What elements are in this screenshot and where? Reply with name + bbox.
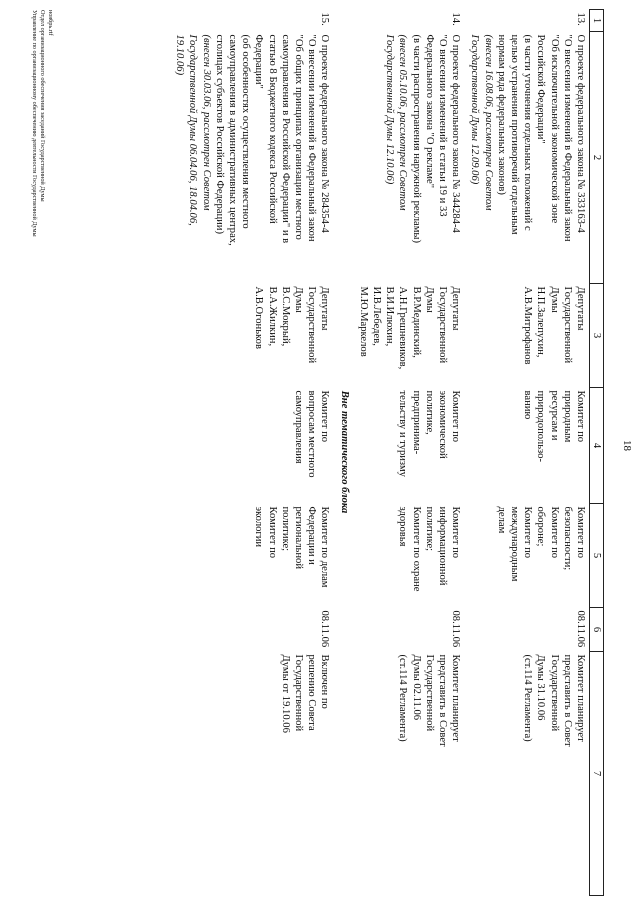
committee-cell bbox=[353, 388, 465, 504]
bill-title-line: О проекте федерального закона № 344284-4 bbox=[450, 34, 462, 233]
committee-line: самоуправления bbox=[292, 390, 304, 464]
co-committee-line: Комитет по bbox=[575, 506, 586, 559]
co-committee-line: Федерации и bbox=[306, 506, 318, 565]
bill-title-line: "О внесении изменений в Федеральный закон bbox=[306, 34, 318, 242]
note-line: Думы 31.10.06 bbox=[535, 654, 547, 721]
committee-line: тельству и туризму bbox=[397, 390, 409, 477]
authors-cell bbox=[464, 284, 589, 388]
author-line: Депутаты bbox=[450, 286, 462, 331]
co-committee-line: обороне; bbox=[535, 506, 547, 547]
note-line: Комитет планирует bbox=[450, 654, 462, 742]
footer-filename: ноябрь.rtf bbox=[47, 10, 54, 36]
co-committee-line: информационной bbox=[436, 506, 448, 586]
committee-line: Комитет по bbox=[319, 390, 331, 443]
co-committee-line: Комитет по bbox=[548, 506, 560, 559]
date-cell: 08.11.06 bbox=[575, 610, 586, 648]
committee-line: ванию bbox=[522, 390, 534, 420]
co-committee-line: Комитет по bbox=[522, 506, 534, 559]
note-line: (ст.114 Регламента) bbox=[397, 654, 409, 742]
bill-title-line: (об особенностях осуществления местного bbox=[240, 34, 252, 229]
committee-line: природным bbox=[561, 390, 573, 443]
bill-description bbox=[353, 32, 465, 284]
bill-description bbox=[464, 32, 589, 284]
date-cell: 08.11.06 bbox=[319, 610, 331, 648]
bill-title-line: (в части уточнения отдельных положений с bbox=[522, 34, 534, 231]
note-line: представить в Совет bbox=[436, 654, 448, 747]
column-header: 3 bbox=[590, 284, 604, 388]
bill-intro-line: (внесен 05.10.06, рассмотрен Советом bbox=[397, 34, 409, 211]
section-title: Вне тематического блока bbox=[338, 390, 350, 514]
note-line: Комитет планирует bbox=[575, 654, 586, 742]
author-line: В.И.Илюхин, bbox=[384, 286, 396, 347]
document-footer bbox=[30, 10, 54, 237]
column-header: 4 bbox=[590, 388, 604, 504]
committee-line: вопросам местного bbox=[306, 390, 318, 478]
bill-title-line: "О внесении изменений в Федеральный закон bbox=[561, 34, 573, 242]
committee-line: Комитет по bbox=[575, 390, 586, 443]
column-header: 7 bbox=[590, 652, 604, 896]
column-header: 1 bbox=[590, 10, 604, 32]
committee-line: предпринима- bbox=[410, 390, 422, 455]
bill-intro-line: 19.10.06) bbox=[174, 34, 186, 76]
author-line: Н.П.Залепухин, bbox=[535, 286, 547, 358]
agenda-table bbox=[169, 9, 604, 896]
row-number: 13. bbox=[575, 12, 586, 26]
authors-cell bbox=[353, 284, 465, 388]
author-line: Государственной bbox=[306, 286, 318, 364]
author-line: В.С.Мокрый, bbox=[279, 286, 291, 347]
author-line: Думы bbox=[423, 286, 435, 313]
co-committee-line: здоровья bbox=[397, 506, 409, 547]
bill-intro-line: Государственной Думы 12.09.06) bbox=[469, 34, 481, 185]
author-line: А.Н.Грешневиков, bbox=[397, 286, 409, 370]
co-committee-line: экологии bbox=[253, 506, 265, 548]
bill-title-line: Федерального закона "О рекламе" bbox=[423, 34, 435, 189]
co-committee-line: политике; bbox=[279, 506, 291, 552]
committee-line: политике, bbox=[423, 390, 435, 435]
author-line: М.Ю.Маркелов bbox=[357, 286, 369, 357]
bill-intro-line: (внесен 30.03.06, рассмотрен Советом bbox=[200, 34, 212, 211]
note-line: (ст.114 Регламента) bbox=[522, 654, 534, 742]
committee-cell bbox=[169, 388, 333, 504]
co-committee-line: политике; bbox=[423, 506, 435, 552]
page-number: 18 bbox=[621, 440, 633, 451]
co-committees-cell bbox=[353, 504, 465, 608]
note-cell bbox=[353, 652, 465, 896]
bill-title-line: О проекте федерального закона № 333163-4 bbox=[575, 34, 586, 233]
author-line: А.В.Огоньков bbox=[253, 286, 265, 349]
author-line: В.Р.Мединский, bbox=[410, 286, 422, 358]
column-header-row bbox=[590, 10, 604, 896]
bill-title-line: целью устранения противоречий отдельным bbox=[508, 34, 520, 235]
co-committee-line: международным bbox=[508, 506, 520, 582]
co-committee-line: безопасности; bbox=[561, 506, 573, 571]
bill-title-line: статью 8 Бюджетного кодекса Российской bbox=[266, 34, 278, 224]
bill-title-line: "О внесении изменений в статьи 19 и 33 bbox=[436, 34, 448, 217]
author-line: Государственной bbox=[436, 286, 448, 364]
note-cell bbox=[464, 652, 589, 896]
co-committee-line: Комитет по bbox=[266, 506, 278, 559]
authors-cell bbox=[169, 284, 333, 388]
author-line: И.В.Лебедев, bbox=[370, 286, 382, 346]
co-committees-cell bbox=[464, 504, 589, 608]
author-line: Думы bbox=[292, 286, 304, 313]
footer-line: Отдел организационного обеспечения заседаний Государственной Думы bbox=[39, 10, 46, 202]
column-header: 6 bbox=[590, 608, 604, 652]
footer-line: Управление по организационному обеспечению деятельности Государственной Думы bbox=[31, 10, 38, 237]
author-line: А.В.Митрофанов bbox=[522, 286, 534, 365]
author-line: В.А.Жилкин, bbox=[266, 286, 278, 347]
bill-title-line: нормам ряда федеральных законов) bbox=[495, 34, 507, 195]
committee-line: экономической bbox=[436, 390, 448, 459]
note-line: Государственной bbox=[292, 654, 304, 732]
bill-title-line: столицах субъектов Российской Федерации) bbox=[213, 34, 225, 235]
date-cell: 08.11.06 bbox=[450, 610, 462, 648]
note-line: Включен по bbox=[319, 654, 331, 709]
bill-title-line: "Об исключительной экономической зоне bbox=[548, 34, 560, 224]
co-committee-line: Комитет по bbox=[450, 506, 462, 559]
note-line: Думы 02.11.06 bbox=[410, 654, 422, 721]
row-number: 14. bbox=[450, 12, 462, 26]
note-line: решению Совета bbox=[306, 654, 318, 731]
bill-description bbox=[169, 32, 333, 284]
note-line: Государственной bbox=[423, 654, 435, 732]
bill-title-line: Федерации" bbox=[253, 34, 265, 89]
row-number: 15. bbox=[319, 12, 331, 26]
co-committees-cell bbox=[169, 504, 333, 608]
bill-title-line: "Об общих принципах организации местного bbox=[292, 34, 304, 240]
bill-intro-line: (внесен 16.08.06, рассмотрен Советом bbox=[482, 34, 494, 211]
co-committee-line: региональной bbox=[292, 506, 304, 570]
bill-title-line: самоуправления в Российской Федерации" и в bbox=[279, 34, 291, 244]
co-committee-line: Комитет по делам bbox=[319, 506, 331, 588]
bill-title-line: Российской Федерации" bbox=[535, 34, 547, 144]
section-row bbox=[333, 10, 352, 896]
bill-title-line: самоуправления в административных центрах, bbox=[226, 34, 238, 246]
author-line: Думы bbox=[548, 286, 560, 313]
column-header: 5 bbox=[590, 504, 604, 608]
table-row bbox=[353, 10, 465, 896]
bill-intro-line: Государственной Думы 12.10.06) bbox=[384, 34, 396, 185]
note-line: Думы от 19.10.06 bbox=[279, 654, 291, 733]
author-line: Государственной bbox=[561, 286, 573, 364]
committee-line: природопользо- bbox=[535, 390, 547, 463]
author-line: Депутаты bbox=[575, 286, 586, 331]
note-line: Государственной bbox=[548, 654, 560, 732]
bill-title-line: О проекте федерального закона № 284354-4 bbox=[319, 34, 331, 233]
co-committee-line: Комитет по охране bbox=[410, 506, 422, 592]
co-committee-line: делам bbox=[495, 506, 507, 534]
table-row bbox=[169, 10, 333, 896]
bill-intro-line: Государственной Думы 06.04.06, 18.04.06, bbox=[187, 34, 199, 226]
committee-cell bbox=[464, 388, 589, 504]
author-line: Депутаты bbox=[319, 286, 331, 331]
table-row bbox=[464, 10, 589, 896]
bill-title-line: (в части распространения наружной рекламы) bbox=[410, 34, 422, 244]
note-line: представить в Совет bbox=[561, 654, 573, 747]
committee-line: Комитет по bbox=[450, 390, 462, 443]
column-header: 2 bbox=[590, 32, 604, 284]
committee-line: ресурсам и bbox=[548, 390, 560, 441]
note-cell bbox=[169, 652, 333, 896]
